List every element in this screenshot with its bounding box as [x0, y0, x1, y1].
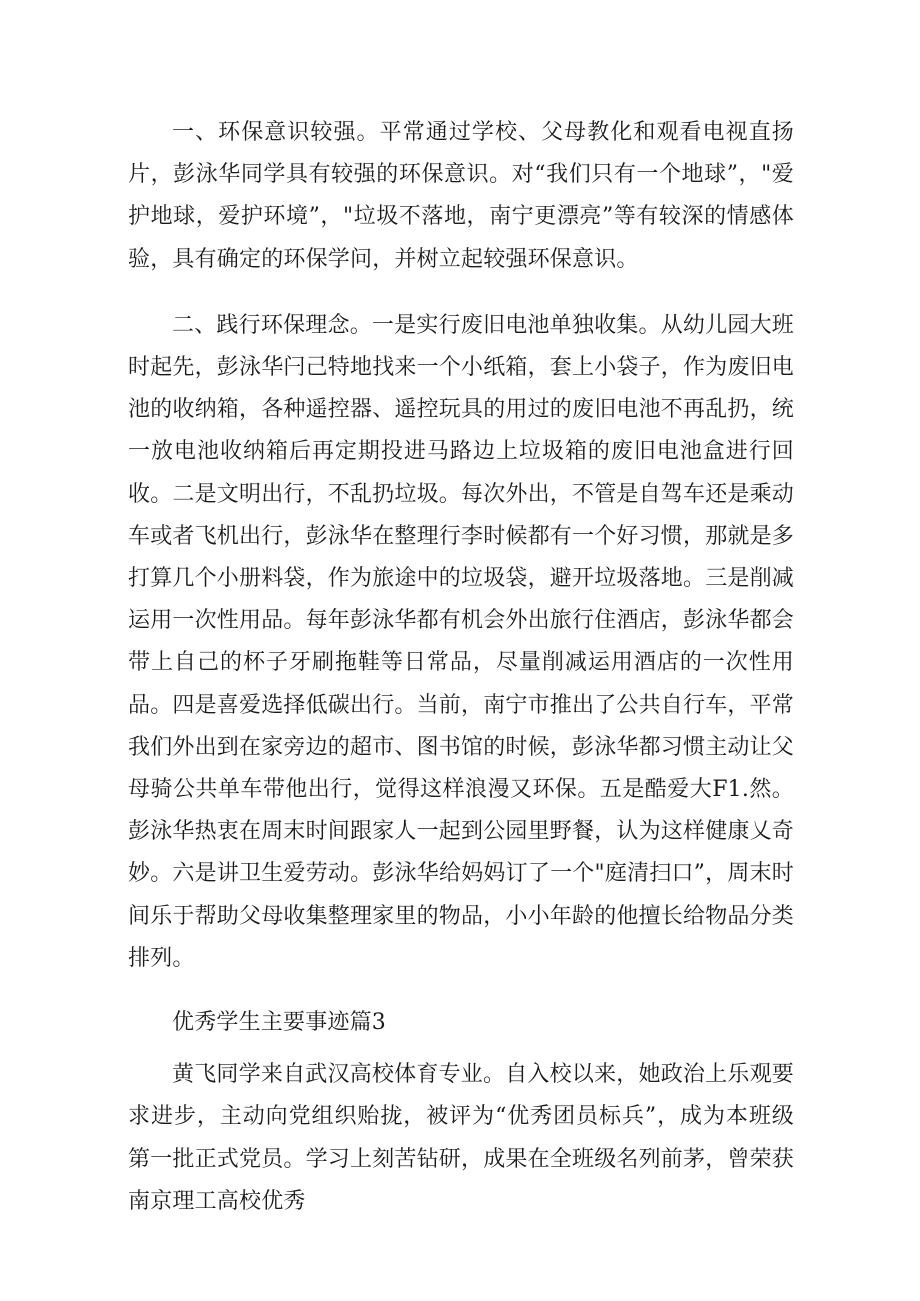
paragraph-environmental-awareness: 一、环保意识较强。平常通过学校、父母教化和观看电视直扬片，彭泳华同学具有较强的环保意识。对“我们只有一个地球”，"爱护地球，爱护环境”，"垃圾不落地，南宁更漂亮”等有较深的情感体验，具有确定的环保学问，并树立起较强环保意识。 — [128, 120, 794, 272]
section-heading: 优秀学生主要事迹篇3 — [172, 1010, 386, 1036]
paragraph-environmental-practice: 二、践行环保理念。一是实行废旧电池单独收集。从幼儿园大班时起先，彭泳华闩己特地找来一个小纸箱，套上小袋子，作为废旧电池的收纳箱，各种遥控器、遥控玩具的用过的废旧电池不再乱扔，统一放电池收纳箱后再定期投进马路边上垃圾箱的废旧电池盒进行回收。二是文明出行，不乱扔垃圾。每次外出，不管是自驾车还是乘动车或者飞机出行，彭泳华在整理行李时候都有一个好习惯，那就是多打算几个小册料袋，作为旅途中的垃圾袋，避开垃圾落地。三是削减运用一次性用品。每年彭泳华都有机会外出旅行住酒店，彭泳华都会带上自己的杯子牙刷拖鞋等日常品，尽量削减运用酒店的一次性用品。四是喜爱选择低碳出行。当前，南宁市推出了公共自行车，平常我们外出到在家旁边的超市、图书馆的时候，彭泳华都习惯主动让父母骑公共单车带他出行，觉得这样浪漫又环保。五是酷爱大F1.然。彭泳华热衷在周末时间跟家人一起到公园里野餐，认为这样健康乂奇妙。六是讲卫生爱劳动。彭泳华给妈妈订了一个"庭清扫口”，周末时间乐于帮助父母收集整理家里的物品，小小年龄的他擅长给物品分类排列。 — [128, 312, 795, 971]
document-body — [128, 112, 794, 1223]
paragraph-student-profile: 黄飞同学来自武汉高校体育专业。自入校以来，她政治上乐观要求进步，主动向党组织贻拢，被评为“优秀团员标兵”，成为本班级第一批正式党员。学习上刻苦钻研，成果在全班级名列前茅，曾荣获南京理工高校优秀 — [128, 1062, 795, 1214]
